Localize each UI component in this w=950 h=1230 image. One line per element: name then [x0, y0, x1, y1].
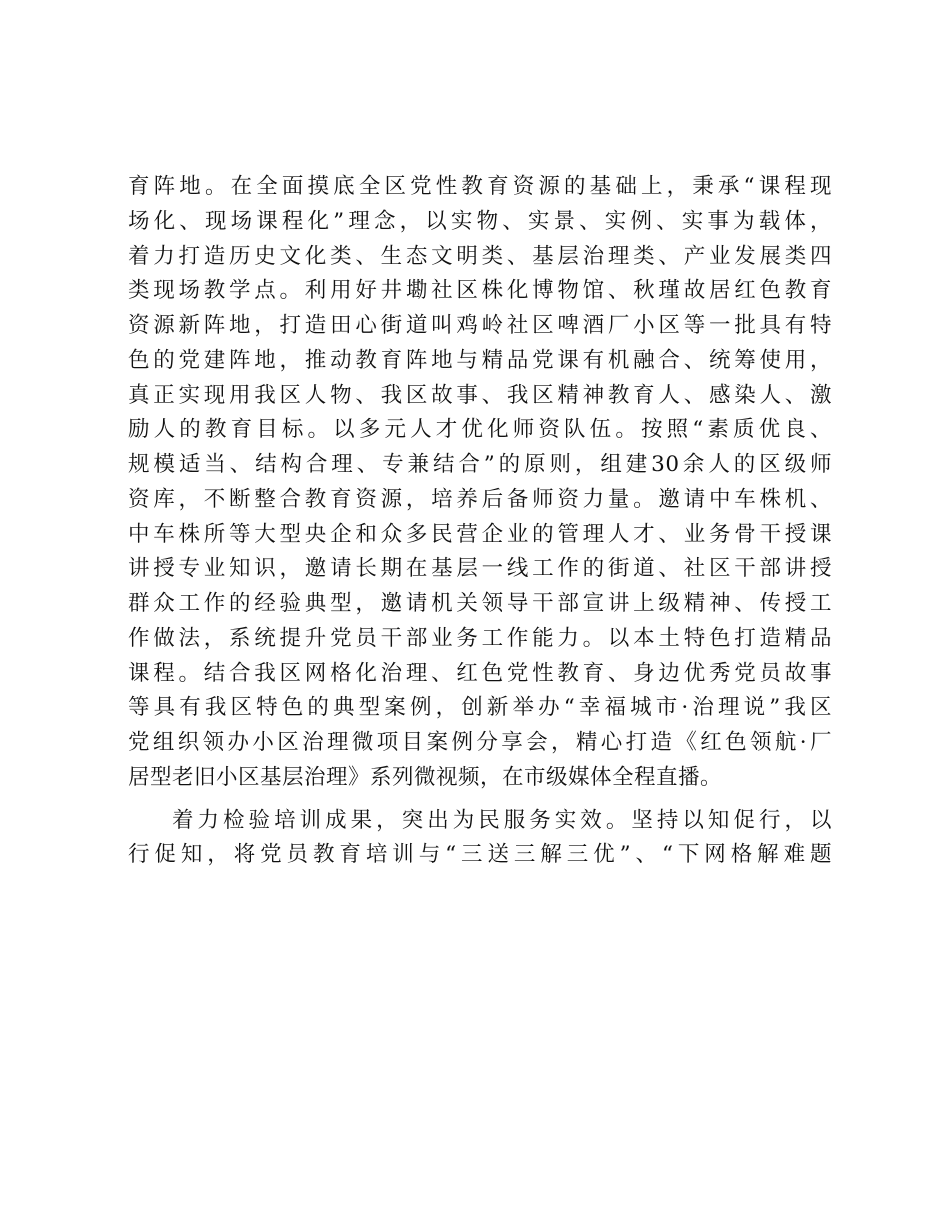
text-line: 规模适当、结构合理、专兼结合”的原则，组建30余人的区级师: [128, 452, 832, 477]
paragraph-1: [128, 170, 832, 796]
text-line: 着力检验培训成果，突出为民服务实效。坚持以知促行，以: [172, 807, 832, 833]
text-line: 群众工作的经验典型，邀请机关领导干部宣讲上级精神、传授工: [128, 591, 832, 616]
text-line: 真正实现用我区人物、我区故事、我区精神教育人、感染人、激: [128, 382, 832, 408]
text-line: 场化、现场课程化”理念，以实物、实景、实例、实事为载体，: [128, 208, 832, 234]
text-line: 资源新阵地，打造田心街道叫鸡岭社区啤酒厂小区等一批具有特: [128, 313, 832, 338]
text-line: 课程。结合我区网格化治理、红色党性教育、身边优秀党员故事: [128, 660, 832, 686]
text-line: 着力打造历史文化类、生态文明类、基层治理类、产业发展类四: [128, 243, 832, 269]
document-body: [128, 170, 832, 873]
text-line: 行促知，将党员教育培训与“三送三解三优”、“下网格解难题: [128, 842, 832, 868]
text-line: 等具有我区特色的典型案例，创新举办“幸福城市·治理说”我区: [128, 695, 832, 721]
text-line: 育阵地。在全面摸底全区党性教育资源的基础上，秉承“课程现: [128, 174, 832, 199]
text-line: 作做法，系统提升党员干部业务工作能力。以本土特色打造精品: [128, 625, 832, 651]
text-line: 类现场教学点。利用好井墈社区株化博物馆、秋瑾故居红色教育: [128, 278, 832, 304]
text-line: 中车株所等大型央企和众多民营企业的管理人才、业务骨干授课: [128, 521, 832, 547]
paragraph-2: [128, 804, 832, 874]
text-line: 居型老旧小区基层治理》系列微视频，在市级媒体全程直播。: [128, 764, 723, 790]
text-line: 资库，不断整合教育资源，培养后备师资力量。邀请中车株机、: [128, 486, 832, 512]
text-line: 励人的教育目标。以多元人才优化师资队伍。按照“素质优良、: [128, 417, 832, 443]
text-line: 讲授专业知识，邀请长期在基层一线工作的街道、社区干部讲授: [128, 556, 832, 582]
paragraph-spacer: [128, 796, 832, 804]
text-line: 色的党建阵地，推动教育阵地与精品党课有机融合、统筹使用，: [128, 347, 832, 373]
text-line: 党组织领办小区治理微项目案例分享会，精心打造《红色领航·厂: [128, 730, 832, 755]
